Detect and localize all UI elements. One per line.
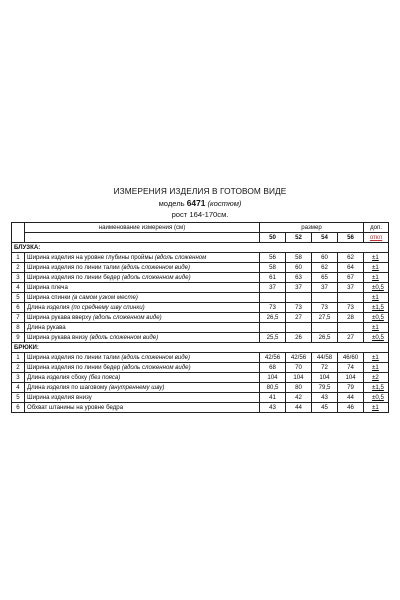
size-value xyxy=(338,323,364,333)
measurement-name-cell xyxy=(25,383,260,393)
measurement-name: Ширина рукава вверху xyxy=(27,314,92,321)
name-column-header: наименование измерения (см) xyxy=(25,223,260,233)
size-value: 80,5 xyxy=(260,383,286,393)
size-value: 104 xyxy=(338,373,364,383)
size-value: 60 xyxy=(312,253,338,263)
measurement-note: (без пояса) xyxy=(88,374,121,381)
size-value: 73 xyxy=(312,303,338,313)
measurement-note: (вдоль сложенном виде) xyxy=(89,334,159,341)
size-value: 72 xyxy=(312,363,338,373)
size-value: 62 xyxy=(312,263,338,273)
tolerance-value: ±1 xyxy=(364,263,389,273)
measurement-note: (по среднему шву спинки) xyxy=(71,304,145,311)
section-row xyxy=(12,343,389,353)
size-value: 80 xyxy=(286,383,312,393)
measurement-name-cell xyxy=(25,373,260,383)
tolerance-value: ±2 xyxy=(364,373,389,383)
height-range: рост 164-170см. xyxy=(171,210,229,219)
row-number: 2 xyxy=(12,363,25,373)
size-value: 63 xyxy=(286,273,312,283)
measurement-note: (вдоль сложенном виде) xyxy=(121,364,191,371)
tolerance-value: ±1 xyxy=(364,353,389,363)
size-value: 60 xyxy=(286,263,312,273)
row-number: 4 xyxy=(12,283,25,293)
size-value: 42 xyxy=(286,393,312,403)
measurement-name: Ширина изделия по линии талии xyxy=(27,354,120,361)
row-number: 3 xyxy=(12,373,25,383)
row-number: 1 xyxy=(12,253,25,263)
size-header-52: 52 xyxy=(286,233,312,243)
measurement-note: (вдоль сложенном виде) xyxy=(121,274,191,281)
size-value xyxy=(312,293,338,303)
size-value: 46/60 xyxy=(338,353,364,363)
measurement-name-cell xyxy=(25,353,260,363)
measurement-name: Длина изделия сбоку xyxy=(27,374,87,381)
size-value: 58 xyxy=(260,263,286,273)
tolerance-value: ±1 xyxy=(364,363,389,373)
size-value: 43 xyxy=(260,403,286,413)
measurement-name-cell xyxy=(25,323,260,333)
size-value: 79 xyxy=(338,383,364,393)
header-row-1 xyxy=(12,223,389,233)
measurement-name-cell xyxy=(25,403,260,413)
tolerance-value: ±0,5 xyxy=(364,313,389,323)
measurement-name-cell xyxy=(25,363,260,373)
table-row xyxy=(12,383,389,393)
tolerance-value: ±1,5 xyxy=(364,383,389,393)
size-header-56: 56 xyxy=(338,233,364,243)
size-value: 27,5 xyxy=(312,313,338,323)
tolerance-value: ±1,5 xyxy=(364,303,389,313)
measurement-name-cell xyxy=(25,283,260,293)
section-row xyxy=(12,243,389,253)
measurement-name-cell xyxy=(25,393,260,403)
measurement-name: Длина изделия по шаговому xyxy=(27,384,108,391)
table-row xyxy=(12,293,389,303)
table-row xyxy=(12,393,389,403)
row-number: 6 xyxy=(12,403,25,413)
size-value xyxy=(286,293,312,303)
row-number: 7 xyxy=(12,313,25,323)
size-value: 79,5 xyxy=(312,383,338,393)
row-number: 3 xyxy=(12,273,25,283)
size-value: 43 xyxy=(312,393,338,403)
measurement-name-cell xyxy=(25,273,260,283)
measurement-name: Длина изделия xyxy=(27,304,70,311)
size-value: 42/56 xyxy=(260,353,286,363)
size-value: 44 xyxy=(286,403,312,413)
size-value: 70 xyxy=(286,363,312,373)
tolerance-value: ±1 xyxy=(364,293,389,303)
measurement-name: Ширина рукава внизу xyxy=(27,334,88,341)
row-number: 1 xyxy=(12,353,25,363)
tolerance-value: ±0,5 xyxy=(364,283,389,293)
row-number: 5 xyxy=(12,393,25,403)
row-number: 9 xyxy=(12,333,25,343)
size-value: 64 xyxy=(338,263,364,273)
measurement-name: Обхват штанины на уровне бедра xyxy=(27,404,124,411)
size-value xyxy=(286,323,312,333)
table-row xyxy=(12,333,389,343)
size-header-54: 54 xyxy=(312,233,338,243)
size-value: 44 xyxy=(338,393,364,403)
size-value: 37 xyxy=(312,283,338,293)
measurement-name: Ширина плеча xyxy=(27,284,68,291)
size-value xyxy=(260,323,286,333)
table-row xyxy=(12,303,389,313)
row-number: 6 xyxy=(12,303,25,313)
section-title: БРЮКИ: xyxy=(12,343,389,353)
measurement-name: Ширина изделия по линии бедер xyxy=(27,364,121,371)
measurement-name: Ширина изделия внизу xyxy=(27,394,92,401)
section-title: БЛУЗКА: xyxy=(12,243,389,253)
size-value: 37 xyxy=(338,283,364,293)
measurement-name-cell xyxy=(25,313,260,323)
table-row xyxy=(12,323,389,333)
size-value: 45 xyxy=(312,403,338,413)
tolerance-value: ±1 xyxy=(364,403,389,413)
measurement-name: Ширина изделия по линии бедер xyxy=(27,274,121,281)
size-value: 26,5 xyxy=(260,313,286,323)
measurement-name: Ширина спинки xyxy=(27,294,71,301)
size-value: 73 xyxy=(260,303,286,313)
document-title: ИЗМЕРЕНИЯ ИЗДЕЛИЯ В ГОТОВОМ ВИДЕ xyxy=(113,186,287,196)
size-value: 104 xyxy=(312,373,338,383)
measurement-name: Ширина изделия на уровне глубины проймы xyxy=(27,254,154,261)
tolerance-header-bottom: откл xyxy=(364,233,389,243)
tolerance-value: ±1 xyxy=(364,273,389,283)
measurement-note: (внутреннему шву) xyxy=(109,384,165,391)
tolerance-header-top: доп. xyxy=(364,223,389,233)
size-value: 26 xyxy=(286,333,312,343)
size-value: 56 xyxy=(260,253,286,263)
table-row xyxy=(12,253,389,263)
size-value: 73 xyxy=(286,303,312,313)
model-line xyxy=(0,198,400,208)
measurement-note: (вдоль сложенном виде) xyxy=(121,264,191,271)
size-value: 104 xyxy=(286,373,312,383)
model-prefix: модель xyxy=(158,199,185,208)
size-value: 28 xyxy=(338,313,364,323)
measurement-name: Ширина изделия по линии талии xyxy=(27,264,120,271)
size-value: 25,5 xyxy=(260,333,286,343)
measurements-table xyxy=(11,222,389,413)
header-row-2 xyxy=(12,233,389,243)
table-row xyxy=(12,263,389,273)
tolerance-value: ±1 xyxy=(364,323,389,333)
measurement-note: (в самом узком месте) xyxy=(72,294,138,301)
table-row xyxy=(12,283,389,293)
row-number: 4 xyxy=(12,383,25,393)
measurement-note: (вдоль сложенном xyxy=(154,254,207,261)
size-header-50: 50 xyxy=(260,233,286,243)
row-number: 8 xyxy=(12,323,25,333)
measurement-name-cell xyxy=(25,293,260,303)
size-value xyxy=(312,323,338,333)
tolerance-value: ±0,5 xyxy=(364,333,389,343)
measurement-name: Длина рукава xyxy=(27,324,66,331)
measurement-note: (вдоль сложенном виде) xyxy=(121,354,191,361)
size-value: 27 xyxy=(338,333,364,343)
size-value xyxy=(260,293,286,303)
size-value: 46 xyxy=(338,403,364,413)
size-value: 26,5 xyxy=(312,333,338,343)
measurement-name-cell xyxy=(25,263,260,273)
size-value: 61 xyxy=(260,273,286,283)
tolerance-value: ±0,5 xyxy=(364,393,389,403)
size-value: 37 xyxy=(260,283,286,293)
row-number: 2 xyxy=(12,263,25,273)
model-number: 6471 xyxy=(186,198,206,208)
measurement-note: (вдоль сложенном виде) xyxy=(92,314,162,321)
size-value xyxy=(338,293,364,303)
size-value: 65 xyxy=(312,273,338,283)
table-row xyxy=(12,403,389,413)
table-row xyxy=(12,273,389,283)
model-type: (костюм) xyxy=(207,199,242,208)
measurement-name-cell xyxy=(25,333,260,343)
size-value: 67 xyxy=(338,273,364,283)
size-value: 62 xyxy=(338,253,364,263)
size-value: 58 xyxy=(286,253,312,263)
table-row xyxy=(12,353,389,363)
tolerance-value: ±1 xyxy=(364,253,389,263)
size-value: 42/56 xyxy=(286,353,312,363)
size-value: 44/58 xyxy=(312,353,338,363)
size-value: 68 xyxy=(260,363,286,373)
table-row xyxy=(12,313,389,323)
size-value: 104 xyxy=(260,373,286,383)
size-value: 41 xyxy=(260,393,286,403)
row-number: 5 xyxy=(12,293,25,303)
measurement-name-cell xyxy=(25,303,260,313)
size-value: 73 xyxy=(338,303,364,313)
size-value: 74 xyxy=(338,363,364,373)
table-row xyxy=(12,363,389,373)
table-row xyxy=(12,373,389,383)
size-value: 27 xyxy=(286,313,312,323)
measurement-name-cell xyxy=(25,253,260,263)
size-column-header: размер xyxy=(260,223,364,233)
size-value: 37 xyxy=(286,283,312,293)
